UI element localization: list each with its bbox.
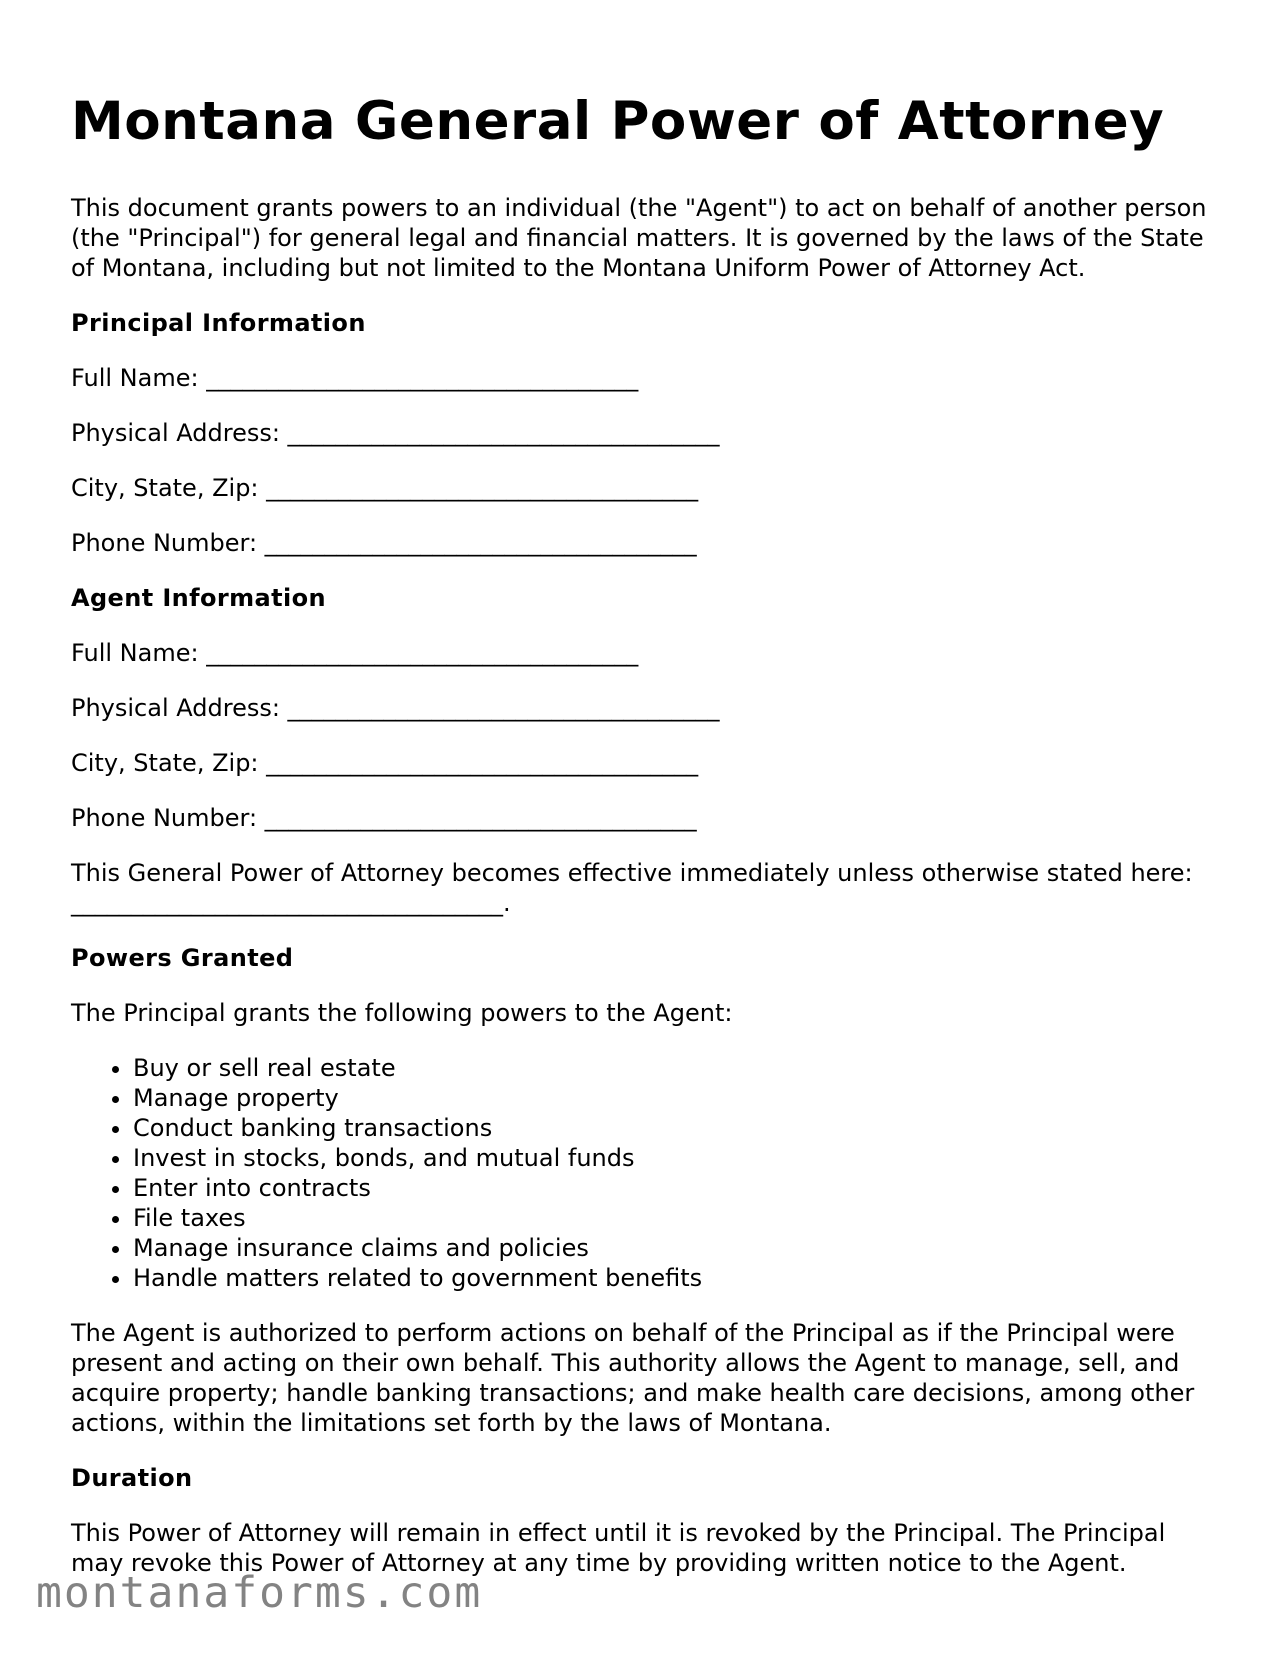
power-item: • Conduct banking transactions	[133, 1113, 1221, 1143]
power-item: • Manage property	[133, 1083, 1221, 1113]
powers-heading: Powers Granted	[71, 944, 294, 972]
principal-city-state-zip-field[interactable]: City, State, Zip: ____________________________________	[71, 474, 699, 502]
authority-paragraph: The Agent is authorized to perform actions on behalf of the Principal as if the Principal were present and acting on their own behalf. This authority allows the Agent to manage, sell, and acquire property; handle banking transactions; and make health care decisions, among other actions, within the limitations set forth by the laws of Montana.	[71, 1319, 1195, 1437]
powers-list	[71, 1053, 1221, 1293]
power-item: • Enter into contracts	[133, 1173, 1221, 1203]
principal-address-field[interactable]: Physical Address: ____________________________________	[71, 419, 720, 447]
power-item: • Manage insurance claims and policies	[133, 1233, 1221, 1263]
duration-heading: Duration	[71, 1464, 193, 1492]
agent-city-state-zip-field[interactable]: City, State, Zip: ____________________________________	[71, 749, 699, 777]
principal-phone-field[interactable]: Phone Number: ____________________________________	[71, 529, 697, 557]
power-item: • File taxes	[133, 1203, 1221, 1233]
document-page	[71, 88, 1221, 1578]
watermark-text: montanaforms.com	[36, 1568, 483, 1618]
agent-heading: Agent Information	[71, 584, 327, 612]
intro-paragraph: This document grants powers to an individual (the "Agent") to act on behalf of another person (the "Principal") for general legal and financial matters. It is governed by the laws of the State of Montana, including but not limited to the Montana Uniform Power of Attorney Act.	[71, 194, 1207, 282]
agent-address-field[interactable]: Physical Address: ____________________________________	[71, 694, 720, 722]
principal-heading: Principal Information	[71, 309, 366, 337]
power-item: • Handle matters related to government benefits	[133, 1263, 1221, 1293]
power-item: • Buy or sell real estate	[133, 1053, 1221, 1083]
agent-phone-field[interactable]: Phone Number: ____________________________________	[71, 804, 697, 832]
document-title: Montana General Power of Attorney	[71, 91, 1165, 152]
duration-paragraph: This Power of Attorney will remain in effect until it is revoked by the Principal. The Principal may revoke this Power of Attorney at any time by providing written notice to the Agent.	[71, 1519, 1166, 1577]
powers-lead: The Principal grants the following powers to the Agent:	[71, 999, 733, 1027]
agent-full-name-field[interactable]: Full Name: ____________________________________	[71, 639, 639, 667]
effective-date-paragraph[interactable]: This General Power of Attorney becomes effective immediately unless otherwise stated here: ____________________________________.	[71, 859, 1193, 917]
power-item: • Invest in stocks, bonds, and mutual funds	[133, 1143, 1221, 1173]
principal-full-name-field[interactable]: Full Name: ____________________________________	[71, 364, 639, 392]
